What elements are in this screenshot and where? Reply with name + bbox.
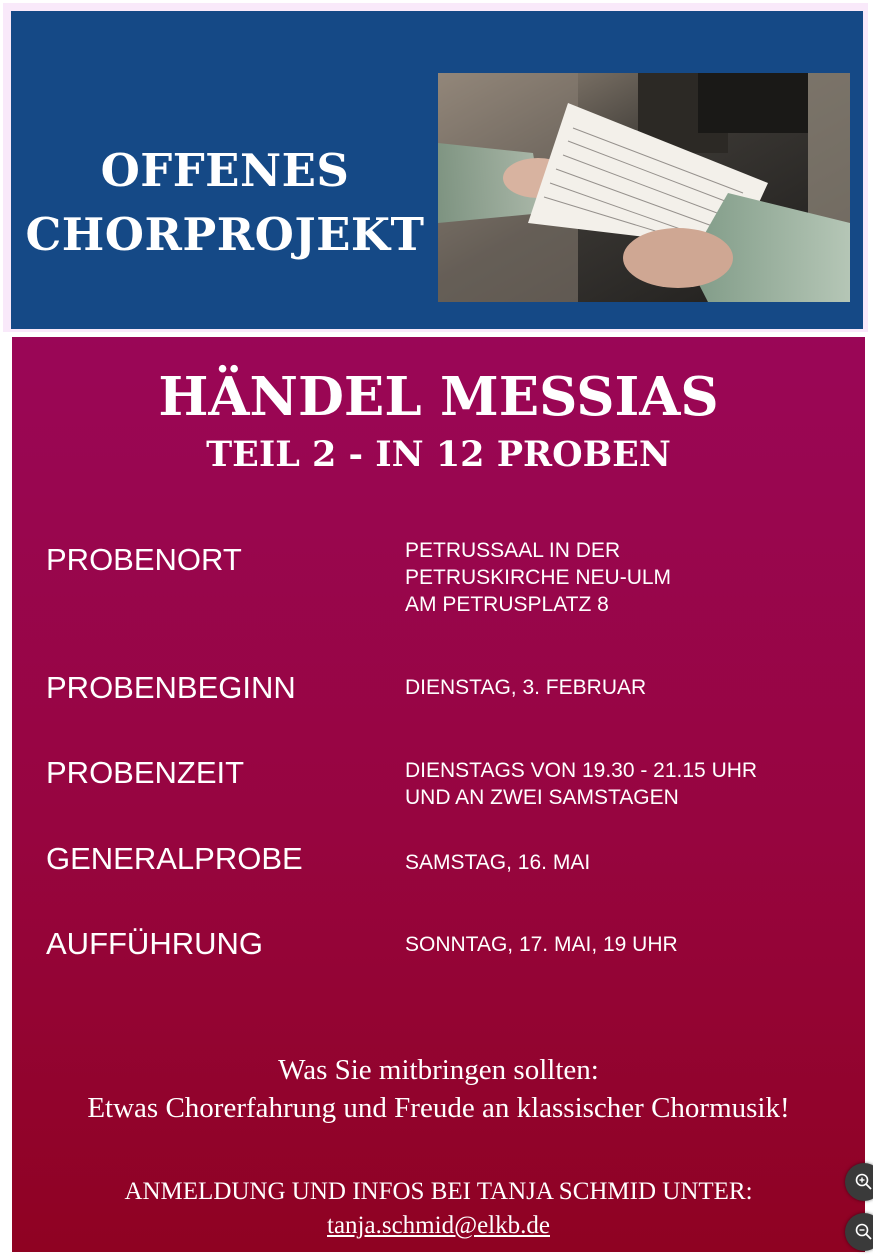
event-subtitle: TEIL 2 - IN 12 PROBEN	[206, 434, 671, 475]
value-line: AM PETRUSPLATZ 8	[405, 593, 609, 616]
project-title	[11, 139, 439, 267]
requirements-body: Etwas Chorerfahrung und Freude an klassischer Chormusik!	[87, 1092, 790, 1124]
label-probenort: PROBENORT	[46, 542, 242, 577]
label-generalprobe: GENERALPROBE	[46, 841, 303, 876]
registration-text: ANMELDUNG UND INFOS BEI TANJA SCHMID UNTER:	[124, 1178, 753, 1205]
value-line: PETRUSSAAL IN DER	[405, 539, 621, 562]
requirements-text	[12, 1051, 865, 1127]
value-auffuehrung	[405, 931, 678, 958]
requirements-heading: Was Sie mitbringen sollten:	[278, 1054, 599, 1086]
project-title-line2: CHORPROJEKT	[25, 208, 425, 261]
value-probenzeit	[405, 757, 757, 811]
label-probenbeginn: PROBENBEGINN	[46, 670, 296, 705]
label-auffuehrung: AUFFÜHRUNG	[46, 926, 263, 961]
value-line: DIENSTAGS VON 19.30 - 21.15 UHR	[405, 759, 758, 782]
event-panel	[12, 337, 865, 1252]
registration-info	[12, 1175, 865, 1243]
choir-sheet-music-icon	[438, 73, 850, 302]
value-line: SONNTAG, 17. MAI, 19 UHR	[405, 933, 678, 956]
value-line: UND AN ZWEI SAMSTAGEN	[405, 786, 679, 809]
value-line: SAMSTAG, 16. MAI	[405, 851, 591, 874]
value-probenort	[405, 537, 671, 618]
header-panel	[3, 3, 868, 332]
value-probenbeginn	[405, 674, 646, 701]
project-title-line1: OFFENES	[100, 144, 350, 197]
label-probenzeit: PROBENZEIT	[46, 755, 245, 790]
event-title: HÄNDEL MESSIAS	[158, 366, 719, 428]
value-line: DIENSTAG, 3. FEBRUAR	[405, 676, 647, 699]
value-line: PETRUSKIRCHE NEU-ULM	[405, 566, 672, 589]
zoom-out-icon	[854, 1222, 873, 1242]
contact-email-link[interactable]: tanja.schmid@elkb.de	[327, 1212, 550, 1239]
choir-photo	[438, 73, 850, 302]
zoom-in-icon	[854, 1172, 873, 1192]
value-generalprobe	[405, 849, 590, 876]
